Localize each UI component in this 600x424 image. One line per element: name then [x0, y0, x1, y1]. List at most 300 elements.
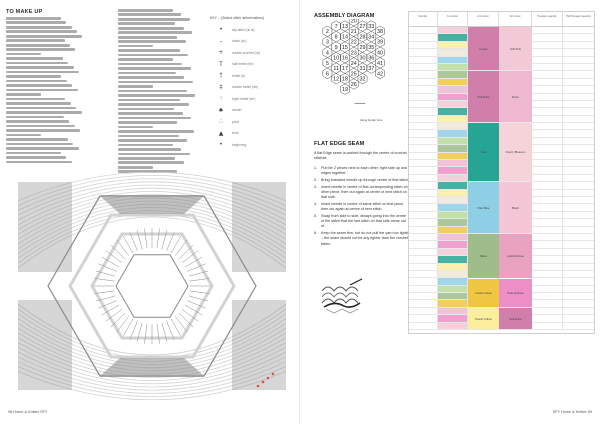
table-cell: [409, 116, 438, 122]
first-colour-swatch: [438, 323, 467, 329]
text-line: [6, 147, 79, 150]
table-cell: [409, 64, 438, 70]
chart-start-marker: [267, 377, 270, 380]
table-cell: [409, 241, 438, 247]
table-cell: [438, 116, 468, 122]
stitch-key-item: [210, 70, 292, 82]
table-cell: [409, 175, 438, 181]
hexagon-number: 16: [341, 55, 348, 62]
table-cell: [409, 71, 438, 77]
table-cell: [409, 57, 438, 63]
chart-stitch-mark: [144, 228, 147, 248]
chart-stitch-mark: [190, 291, 210, 294]
first-colour-swatch: [438, 160, 467, 166]
beginning-symbol: •: [219, 141, 223, 149]
seam-step-number: 3.: [314, 184, 318, 189]
right-page-folio: SFY Home & Knitter 99: [552, 410, 592, 414]
table-cell: [438, 94, 468, 100]
table-cell: [532, 286, 563, 292]
hexagon-number: 26: [350, 81, 357, 88]
table-cell: [438, 249, 468, 255]
table-cell: [563, 49, 594, 55]
first-colour-swatch: [438, 234, 467, 240]
text-line: [118, 49, 180, 52]
first-colour-swatch: [438, 315, 467, 321]
chart-stitch-mark: [157, 324, 160, 344]
table-cell: [563, 308, 594, 314]
header-third-colour: 3rd colour: [499, 12, 532, 26]
table-cell: [532, 145, 563, 151]
stitch-key-label: picot: [232, 119, 239, 124]
table-cell: [532, 167, 563, 173]
text-line: [118, 157, 175, 160]
chart-dark-band: [232, 182, 286, 272]
treble-symbol: †: [219, 72, 223, 80]
hexagon-number: 37: [368, 66, 375, 73]
table-cell: [438, 101, 468, 107]
stitch-key-label: cluster: [232, 108, 242, 113]
table-cell: [563, 116, 594, 122]
hexagon-number: 14: [341, 34, 348, 41]
table-cell: [438, 130, 468, 136]
hexagon-number: 5: [325, 60, 329, 67]
table-cell: [409, 49, 438, 55]
table-cell: [532, 49, 563, 55]
merged-colour-cell: Rose: [499, 71, 532, 122]
text-line: [118, 58, 173, 61]
hexagon-number: 39: [377, 39, 384, 46]
table-cell: [532, 86, 563, 92]
text-line: [6, 138, 68, 141]
table-cell: [563, 323, 594, 329]
table-cell: [563, 204, 594, 210]
text-line: [118, 67, 191, 70]
seam-step-number: 5.: [314, 214, 318, 218]
hexagon-number: 4: [325, 50, 329, 57]
chart-stitch-mark: [157, 228, 160, 248]
table-cell: [409, 145, 438, 151]
table-cell: [409, 153, 438, 159]
table-cell: [563, 256, 594, 262]
table-cell: [409, 219, 438, 225]
table-cell: [409, 300, 438, 306]
hexagon-number: 11: [333, 66, 340, 73]
text-line: [6, 152, 61, 155]
text-line: [118, 54, 188, 57]
table-cell: [438, 42, 468, 48]
chart-dark-band: [18, 182, 72, 272]
first-colour-swatch: [438, 116, 467, 122]
table-cell: [532, 116, 563, 122]
table-cell: [438, 323, 468, 329]
table-cell: [409, 34, 438, 40]
table-cell: [563, 234, 594, 240]
text-line: [6, 161, 72, 164]
table-cell: [563, 249, 594, 255]
merged-colour-cell: Pale Blue: [468, 182, 499, 233]
text-line: [118, 9, 173, 12]
table-cell: [438, 234, 468, 240]
first-colour-swatch: [438, 212, 467, 218]
text-line: [118, 103, 189, 106]
table-cell: [438, 49, 468, 55]
hexagon-number: 21: [350, 29, 357, 36]
table-cell: [409, 323, 438, 329]
table-cell: [438, 145, 468, 151]
table-cell: [532, 123, 563, 129]
first-colour-swatch: [438, 256, 467, 262]
picot-symbol: ∴: [219, 118, 223, 126]
table-cell: [438, 71, 468, 77]
table-cell: [532, 219, 563, 225]
table-cell: [532, 204, 563, 210]
text-line: [6, 44, 70, 47]
chart-hexagon-ring: [116, 255, 188, 317]
table-cell: [532, 241, 563, 247]
text-line: [6, 129, 80, 132]
text-line: [118, 72, 176, 75]
text-line: [118, 144, 173, 147]
table-cell: [532, 71, 563, 77]
chain-symbol: –: [219, 37, 223, 45]
text-line: [6, 98, 65, 101]
stitch-key-item: [210, 93, 292, 105]
text-line: [118, 31, 192, 34]
table-cell: [532, 300, 563, 306]
hexagon-number: 2: [325, 29, 329, 36]
header-hexagon-quantity: Hexagon quantity: [532, 12, 563, 26]
first-colour-swatch: [438, 79, 467, 85]
text-line: [118, 13, 181, 16]
table-cell: [438, 308, 468, 314]
hexagon-number: 9: [334, 45, 338, 52]
table-cell: [532, 153, 563, 159]
first-colour-swatch: [438, 241, 467, 247]
table-cell: [563, 79, 594, 85]
text-line: [118, 99, 180, 102]
seam-step-number: 6.: [314, 231, 318, 236]
table-cell: [438, 315, 468, 321]
table-cell: [438, 264, 468, 270]
hexagon-number: 42: [377, 71, 384, 78]
first-colour-swatch: [438, 86, 467, 92]
header-first-colour: 1st colour: [438, 12, 468, 26]
first-colour-swatch: [438, 182, 467, 188]
table-cell: [409, 234, 438, 240]
text-line: [118, 90, 187, 93]
first-colour-swatch: [438, 271, 467, 277]
table-header: [409, 12, 594, 27]
table-cell: [532, 278, 563, 284]
text-line: [118, 108, 174, 111]
table-cell: [563, 86, 594, 92]
table-cell: [409, 293, 438, 299]
hexagon-number: 40: [377, 50, 384, 57]
first-colour-swatch: [438, 108, 467, 114]
first-colour-swatch: [438, 197, 467, 203]
text-line: [6, 143, 73, 146]
yarn-colour-table: [408, 11, 595, 334]
chart-start-marker: [272, 373, 275, 376]
seam-intro: A flat Edge seam is worked through the centre of crochet stitches.: [314, 151, 407, 160]
first-colour-swatch: [438, 204, 467, 210]
make-up-heading: TO MAKE UP: [6, 9, 43, 15]
table-cell: [563, 27, 594, 33]
stitch-key-item: [210, 47, 292, 59]
chart-dark-band: [100, 196, 204, 214]
table-cell: [563, 108, 594, 114]
text-line: [118, 94, 195, 97]
text-line: [6, 134, 41, 137]
seam-step: [314, 214, 410, 230]
text-line: [118, 40, 186, 43]
first-colour-swatch: [438, 175, 467, 181]
table-cell: [532, 175, 563, 181]
chart-dark-band: [100, 358, 204, 376]
table-cell: [409, 212, 438, 218]
front-symbol: ▲: [218, 129, 224, 137]
first-colour-swatch: [438, 167, 467, 173]
hexagon-number: 20: [350, 19, 357, 25]
table-cell: [563, 153, 594, 159]
merged-colour-cell: Soft Rose: [468, 71, 499, 122]
table-cell: [563, 57, 594, 63]
hexagon-number: 3: [325, 39, 329, 46]
text-line: [6, 80, 67, 83]
hexagon-number: 13: [341, 23, 348, 30]
text-line: [6, 57, 63, 60]
hexagon-number: 31: [359, 66, 366, 73]
hexagon-number: 28: [359, 34, 366, 41]
table-cell: [532, 227, 563, 233]
table-cell: [438, 167, 468, 173]
hexagon-number: 36: [368, 55, 375, 62]
first-colour-swatch: [438, 219, 467, 225]
seam-step-text: Keep the seam firm, but do not pull the yarn too tightly – the seam should not be any tighter than the crochet fabric.: [321, 231, 410, 246]
table-cell: [438, 293, 468, 299]
text-line: [118, 112, 183, 115]
table-cell: [409, 286, 438, 292]
text-line: [6, 71, 79, 74]
table-cell: [532, 42, 563, 48]
table-cell: [563, 182, 594, 188]
table-cell: [438, 197, 468, 203]
merged-colour-cell: Soft Pink: [499, 27, 532, 70]
stitch-key-item: [210, 36, 292, 48]
table-cell: [409, 182, 438, 188]
table-cell: [563, 64, 594, 70]
table-cell: [532, 101, 563, 107]
text-line: [6, 66, 74, 69]
table-cell: [563, 293, 594, 299]
table-cell: [409, 197, 438, 203]
chart-stitch-mark: [190, 278, 210, 281]
table-cell: [532, 34, 563, 40]
text-line: [118, 126, 153, 129]
assembly-diagram-heading: ASSEMBLY DIAGRAM: [314, 13, 375, 19]
text-line: [118, 166, 153, 169]
stitch-key-label: slip stitch (sl st): [232, 27, 255, 32]
seam-step-text: Put the 2 pieces next to each other, right side up and edges together.: [321, 166, 408, 176]
table-cell: [532, 271, 563, 277]
left-page-folio: 98 Home & Knitter SFY: [8, 410, 48, 414]
table-cell: [532, 256, 563, 262]
table-cell: [438, 175, 468, 181]
table-cell: [438, 241, 468, 247]
merged-colour-cell: Cream: [468, 27, 499, 70]
table-cell: [438, 286, 468, 292]
table-cell: [409, 264, 438, 270]
table-cell: [532, 27, 563, 33]
first-colour-swatch: [438, 123, 467, 129]
hexagon-number: 23: [350, 50, 357, 57]
table-cell: [438, 108, 468, 114]
table-cell: [563, 130, 594, 136]
merged-colour-cell: Cherry Blossom: [499, 123, 532, 181]
table-cell: [563, 300, 594, 306]
table-cell: [563, 271, 594, 277]
table-cell: [532, 293, 563, 299]
stitch-key-item: [210, 116, 292, 128]
table-cell: [409, 167, 438, 173]
merged-colour-cell: Pastel Yellow: [468, 308, 499, 329]
merged-colour-cell: Lipstick Rose: [499, 234, 532, 277]
table-cell: [563, 123, 594, 129]
slip-stitch-symbol: •: [219, 26, 223, 34]
table-cell: [409, 315, 438, 321]
table-cell: [409, 204, 438, 210]
text-line: [118, 121, 177, 124]
table-cell: [532, 197, 563, 203]
hexagon-number: 35: [368, 45, 375, 52]
text-line: [6, 26, 72, 29]
text-line: [6, 125, 75, 128]
text-line: [6, 93, 41, 96]
table-cell: [563, 197, 594, 203]
table-cell: [409, 108, 438, 114]
text-line: [6, 84, 72, 87]
table-cell: [409, 249, 438, 255]
table-cell: [563, 227, 594, 233]
stitch-key-label: front: [232, 131, 239, 136]
table-cell: [409, 94, 438, 100]
stitch-key-item: [210, 82, 292, 94]
stitch-key-label: chain (ch): [232, 39, 247, 44]
seam-step-number: 1.: [314, 166, 318, 170]
header-second-colour: 2nd colour: [468, 12, 499, 26]
text-line: [6, 111, 82, 114]
table-cell: [563, 101, 594, 107]
stitch-key-heading: KEY – (Stated stitch abbreviations): [210, 16, 265, 20]
table-cell: [409, 79, 438, 85]
merged-colour-cell: Pale Fuchsia: [499, 279, 532, 308]
table-cell: [532, 264, 563, 270]
table-cell: [563, 286, 594, 292]
table-cell: [438, 138, 468, 144]
table-cell: [438, 27, 468, 33]
table-cell: [532, 315, 563, 321]
table-cell: [438, 278, 468, 284]
seam-step-number: 4.: [314, 202, 318, 206]
stitch-key-item: [210, 59, 292, 71]
table-cell: [438, 86, 468, 92]
table-cell: [409, 101, 438, 107]
triple-treble-symbol: ⁖: [219, 95, 223, 103]
text-line: [118, 130, 194, 133]
table-cell: [438, 64, 468, 70]
hexagon-number: 38: [377, 29, 384, 36]
seam-step: [314, 178, 410, 183]
merged-colour-cell: Golden Glow: [468, 279, 499, 308]
first-colour-swatch: [438, 293, 467, 299]
first-colour-swatch: [438, 308, 467, 314]
chart-dark-band: [18, 300, 72, 390]
chart-start-marker: [262, 381, 265, 384]
text-line: [6, 30, 77, 33]
double-crochet-symbol: +: [218, 49, 224, 57]
table-cell: [532, 212, 563, 218]
text-line: [6, 17, 61, 20]
first-colour-swatch: [438, 49, 467, 55]
text-line: [118, 45, 153, 48]
table-cell: [409, 160, 438, 166]
hexagon-number: 10: [333, 55, 340, 62]
table-cell: [438, 256, 468, 262]
table-cell: [409, 130, 438, 136]
stitch-key-item: [210, 24, 292, 36]
table-cell: [563, 190, 594, 196]
text-line: [6, 107, 76, 110]
table-cell: [438, 204, 468, 210]
table-cell: [563, 315, 594, 321]
first-colour-swatch: [438, 145, 467, 151]
stitch-key-label: beginning: [232, 142, 247, 147]
table-cell: [532, 64, 563, 70]
table-cell: [409, 138, 438, 144]
seam-step-text: Bring threaded needle up through centre of first stitch.: [321, 178, 409, 182]
stitch-key-label: double crochet (dc): [232, 50, 261, 55]
text-line: [6, 116, 64, 119]
table-cell: [438, 190, 468, 196]
table-cell: [563, 278, 594, 284]
header-number: Number: [409, 12, 438, 26]
table-cell: [563, 160, 594, 166]
first-colour-swatch: [438, 286, 467, 292]
text-line: [118, 81, 193, 84]
table-cell: [438, 160, 468, 166]
table-cell: [563, 175, 594, 181]
hexagon-number: 6: [325, 71, 329, 78]
table-cell: [532, 57, 563, 63]
double-treble-symbol: ‡: [219, 83, 223, 91]
table-cell: [438, 219, 468, 225]
table-cell: [532, 234, 563, 240]
table-cell: [438, 57, 468, 63]
text-line: [118, 18, 190, 21]
text-line: [118, 148, 181, 151]
table-cell: [563, 145, 594, 151]
table-cell: [438, 300, 468, 306]
first-colour-swatch: [438, 71, 467, 77]
text-line: [118, 117, 191, 120]
hexagon-number: 34: [368, 34, 375, 41]
stitch-key-label: double treble (dtr): [232, 85, 259, 90]
first-colour-swatch: [438, 190, 467, 196]
first-colour-swatch: [438, 27, 467, 33]
crochet-chart: [8, 172, 296, 400]
make-up-instructions-text: [6, 17, 84, 167]
hexagon-number: 32: [359, 76, 366, 83]
